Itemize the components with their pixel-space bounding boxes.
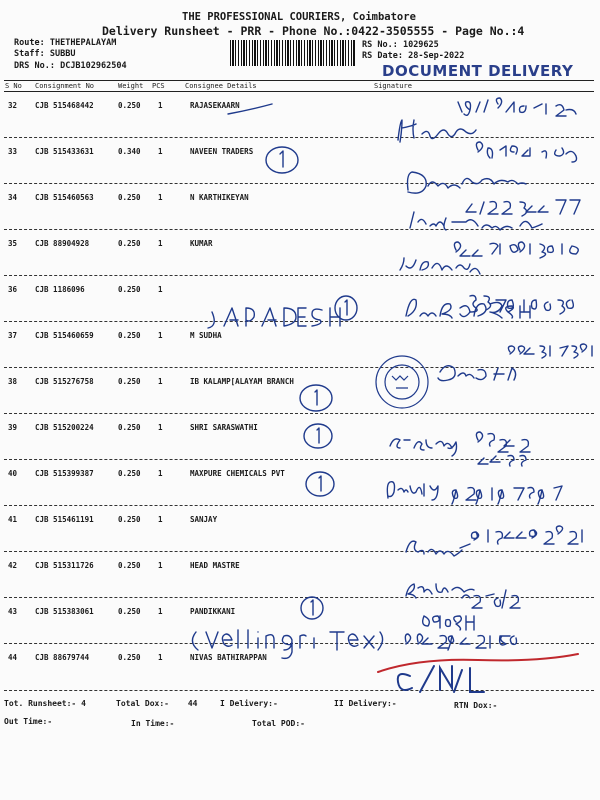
cnl-red-mark [378, 654, 578, 672]
row-consignment: CJB 515433631 [35, 147, 94, 156]
staff-value: SUBBU [49, 49, 76, 59]
circled-one-stroke [315, 390, 317, 405]
row-sno: 35 [8, 239, 18, 248]
row-sno: 36 [8, 285, 18, 294]
cnl-letters [398, 666, 484, 692]
pen-underline [228, 104, 272, 114]
drs-label: DRS No.: [14, 61, 55, 71]
japadesh-handwriting [208, 308, 340, 328]
row-weight: 0.250 [118, 377, 141, 386]
circled-one-stroke [311, 600, 313, 615]
row-pcs: 1 [158, 193, 163, 202]
phone-note-row-41 [472, 526, 583, 544]
row-consignee: PANDIKKANI [190, 607, 236, 616]
signature-row-34 [410, 212, 542, 230]
row-sno: 40 [8, 469, 18, 478]
row-weight: 0.250 [118, 193, 141, 202]
row-sno: 41 [8, 515, 18, 524]
col-consignee: Consignee Details [185, 82, 257, 90]
phone-note-row-39 [476, 432, 530, 466]
row-weight: 0.250 [118, 515, 141, 524]
row-weight: 0.250 [118, 101, 141, 110]
row-pcs: 1 [158, 515, 163, 524]
signature-row-33 [408, 172, 527, 193]
col-sno: S No [5, 82, 22, 90]
circled-one-mark [300, 385, 332, 411]
footer-ii-delivery: II Delivery:- [334, 699, 397, 708]
circled-one-stroke [345, 300, 347, 315]
row-consignee: NAVEEN TRADERS [190, 147, 254, 156]
row-consignee: M SUDHA [190, 331, 222, 340]
col-signature: Signature [374, 82, 412, 90]
red-strike-line [378, 654, 578, 672]
row-pcs: 1 [158, 653, 163, 662]
phone-note-row-43 [405, 634, 516, 650]
circled-one-mark [304, 424, 332, 448]
row-sno: 33 [8, 147, 18, 156]
seal-emblem [392, 376, 408, 388]
row-consignee: N KARTHIKEYAN [190, 193, 249, 202]
row-sno: 44 [8, 653, 18, 662]
row-consignment: CJB 515461191 [35, 515, 94, 524]
row-pcs: 1 [158, 377, 163, 386]
phone-note-row-33 [476, 142, 576, 162]
row-pcs: 1 [158, 285, 163, 294]
row-sno: 39 [8, 423, 18, 432]
rs-date-value: 28-Sep-2022 [408, 51, 465, 61]
footer-total-pod: Total POD:- [252, 719, 305, 728]
phone-note-row-35 [454, 242, 578, 258]
staff-label: Staff: [14, 49, 45, 59]
row-weight: 0.250 [118, 607, 141, 616]
circled-one-stroke [317, 428, 319, 443]
row-consignee: KUMAR [190, 239, 213, 248]
col-weight: Weight [118, 82, 144, 90]
row-sno: 34 [8, 193, 18, 202]
rs-no-value: 1029625 [402, 40, 439, 50]
row-consignee: SHRI SARASWATHI [190, 423, 258, 432]
document-delivery-stamp: DOCUMENT DELIVERY [382, 62, 574, 80]
cnl-handwriting [398, 666, 484, 692]
date-note-row-42 [462, 590, 520, 608]
row-weight: 0.250 [118, 331, 141, 340]
row-consignee: HEAD MASTRE [190, 561, 240, 570]
row-consignee: RAJASEKAARN [190, 101, 240, 110]
row-sno: 43 [8, 607, 18, 616]
col-consignment: Consignment No [35, 82, 95, 90]
row-weight: 0.250 [118, 285, 141, 294]
row-pcs: 1 [158, 607, 163, 616]
route-label: Route: [14, 38, 45, 48]
row-consignment: CJB 88679744 [35, 653, 90, 662]
row-consignee: SANJAY [190, 515, 218, 524]
row-consignment: CJB 515468442 [35, 101, 94, 110]
row-sno: 37 [8, 331, 18, 340]
circled-one-mark [266, 147, 298, 173]
row-consignment: CJB 515276758 [35, 377, 94, 386]
row-consignment: CJB 515399387 [35, 469, 94, 478]
signature-row-43 [423, 616, 474, 630]
circled-one-mark [306, 472, 334, 496]
row-weight: 0.340 [118, 147, 141, 156]
row-sno: 32 [8, 101, 18, 110]
seal-outer-ring [376, 356, 428, 408]
signature-row-39 [390, 439, 457, 456]
row-pcs: 1 [158, 423, 163, 432]
row-consignment: CJB 515311726 [35, 561, 94, 570]
company-title: THE PROFESSIONAL COURIERS, Coimbatore [182, 11, 416, 23]
footer-i-delivery: I Delivery:- [220, 699, 278, 708]
circled-one-stroke [319, 476, 321, 491]
footer-total-dox [116, 699, 197, 708]
row-weight: 0.250 [118, 653, 141, 662]
office-seal [376, 356, 428, 408]
row-pcs: 1 [158, 101, 163, 110]
row-sno: 38 [8, 377, 18, 386]
signature-row-32 [398, 120, 476, 142]
row-consignment: CJB 515460563 [35, 193, 94, 202]
signature-row-40 [387, 482, 438, 500]
row-consignment: CJB 88904928 [35, 239, 90, 248]
row-consignment: CJB 515460659 [35, 331, 94, 340]
phone-note-row-34 [466, 200, 580, 216]
row-weight: 0.250 [118, 469, 141, 478]
row-weight: 0.250 [118, 423, 141, 432]
rs-date-label: RS Date: [362, 51, 403, 61]
footer-total-dox-value: 44 [187, 699, 198, 708]
footer-out-time: Out Time:- [4, 717, 53, 726]
row-consignee: MAXPURE CHEMICALS PVT [190, 469, 285, 478]
row-weight: 0.250 [118, 239, 141, 248]
row-pcs: 1 [158, 469, 163, 478]
phone-note-row-40 [452, 486, 562, 504]
row-sno: 42 [8, 561, 18, 570]
footer-total-dox-label: Total Dox:- [116, 699, 169, 708]
col-pcs: PCS [152, 82, 165, 90]
row-pcs: 1 [158, 331, 163, 340]
circled-one-stroke [280, 151, 283, 167]
rs-no-label: RS No.: [362, 40, 398, 50]
phone-note-row-38 [508, 344, 592, 358]
row-consignee: NIVAS BATHIRAPPAN [190, 653, 267, 662]
phone-note-row-32 [458, 98, 576, 116]
row-pcs: 1 [158, 147, 163, 156]
drs-value: DCJB102962504 [60, 61, 127, 71]
row-weight: 0.250 [118, 561, 141, 570]
row-consignment: CJB 515200224 [35, 423, 94, 432]
row-pcs: 1 [158, 239, 163, 248]
row-consignment: CJB 1186096 [35, 285, 85, 294]
signature-row-38 [438, 366, 516, 381]
runsheet-title: Delivery Runsheet - PRR - Phone No.:0422-3505555 - Page No.:4 [102, 24, 525, 38]
velingiri-tex-note [192, 630, 382, 658]
seal-inner-ring [385, 365, 419, 399]
signature-row-41 [406, 541, 470, 556]
footer-rtn-dox: RTN Dox:- [454, 701, 498, 710]
signature-row-35 [400, 258, 480, 274]
footer-tot-runsheet: Tot. Runsheet:- 4 [4, 699, 86, 708]
row-consignment: CJB 515383061 [35, 607, 94, 616]
row-consignee: IB KALAMP[ALAYAM BRANCH [190, 377, 294, 386]
route-value: THETHEPALAYAM [49, 38, 117, 48]
footer-in-time: In Time:- [131, 719, 175, 728]
row-pcs: 1 [158, 561, 163, 570]
